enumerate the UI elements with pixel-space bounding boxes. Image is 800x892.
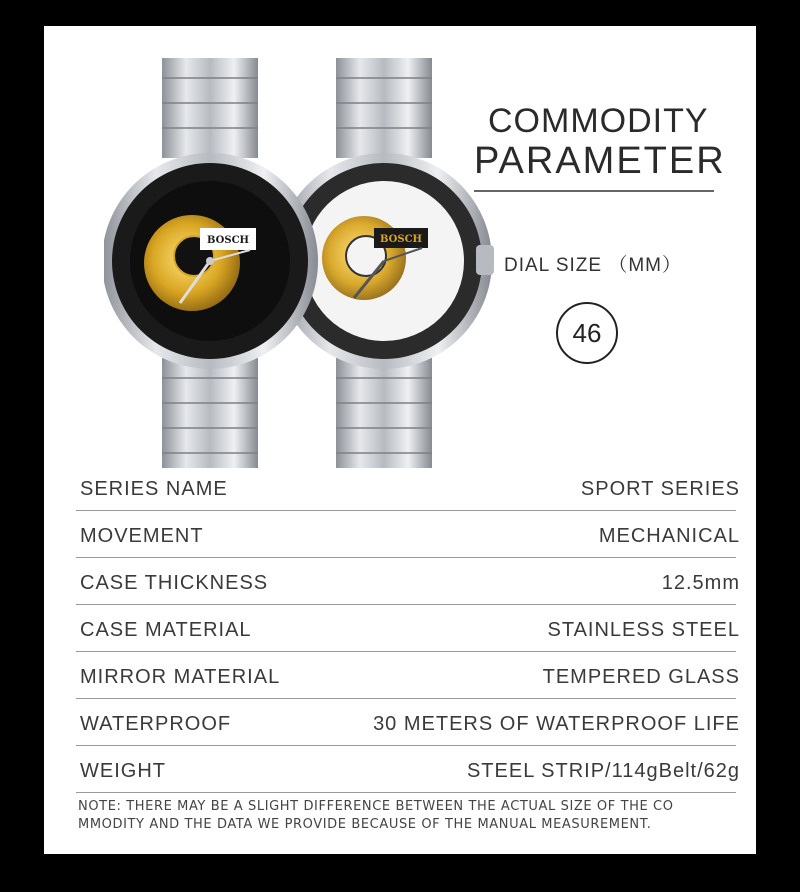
note-line-2: MMODITY AND THE DATA WE PROVIDE BECAUSE OF THE MANUAL MEASUREMENT. [78, 817, 652, 832]
param-key: WATERPROOF [80, 713, 232, 735]
param-key: WEIGHT [80, 760, 166, 782]
spec-card [44, 26, 756, 854]
note-line-1: NOTE: THERE MAY BE A SLIGHT DIFFERENCE BETWEEN THE ACTUAL SIZE OF THE CO [78, 799, 674, 814]
svg-text:BOSCH: BOSCH [207, 235, 249, 246]
param-key: CASE THICKNESS [80, 572, 269, 594]
product-image [104, 58, 504, 468]
param-value: MECHANICAL [598, 525, 740, 547]
title-divider [474, 190, 714, 192]
param-row [76, 511, 740, 558]
svg-text:BOSCH: BOSCH [380, 234, 422, 245]
param-key: SERIES NAME [80, 478, 228, 500]
title-line-2: PARAMETER [474, 140, 726, 182]
param-key: CASE MATERIAL [80, 619, 252, 641]
param-row [76, 558, 740, 605]
param-row [76, 464, 740, 511]
param-value: TEMPERED GLASS [542, 666, 740, 688]
param-value: STAINLESS STEEL [547, 619, 740, 641]
param-key: MOVEMENT [80, 525, 204, 547]
dial-size-label: DIAL SIZE （MM） [504, 255, 682, 276]
param-row [76, 699, 740, 746]
param-value: STEEL STRIP/114gBelt/62g [466, 760, 740, 782]
dial-size-badge [556, 302, 618, 364]
param-key: MIRROR MATERIAL [80, 666, 281, 688]
param-value: SPORT SERIES [580, 478, 740, 500]
measurement-note [78, 798, 738, 834]
param-value: 12.5mm [661, 572, 740, 594]
watch-black [104, 153, 318, 369]
param-row [76, 605, 740, 652]
title-line-1: COMMODITY [488, 102, 709, 140]
param-row [76, 746, 740, 793]
param-row [76, 652, 740, 699]
param-value: 30 METERS OF WATERPROOF LIFE [373, 713, 740, 735]
dial-size-value: 46 [572, 317, 602, 348]
parameter-table [76, 464, 740, 793]
